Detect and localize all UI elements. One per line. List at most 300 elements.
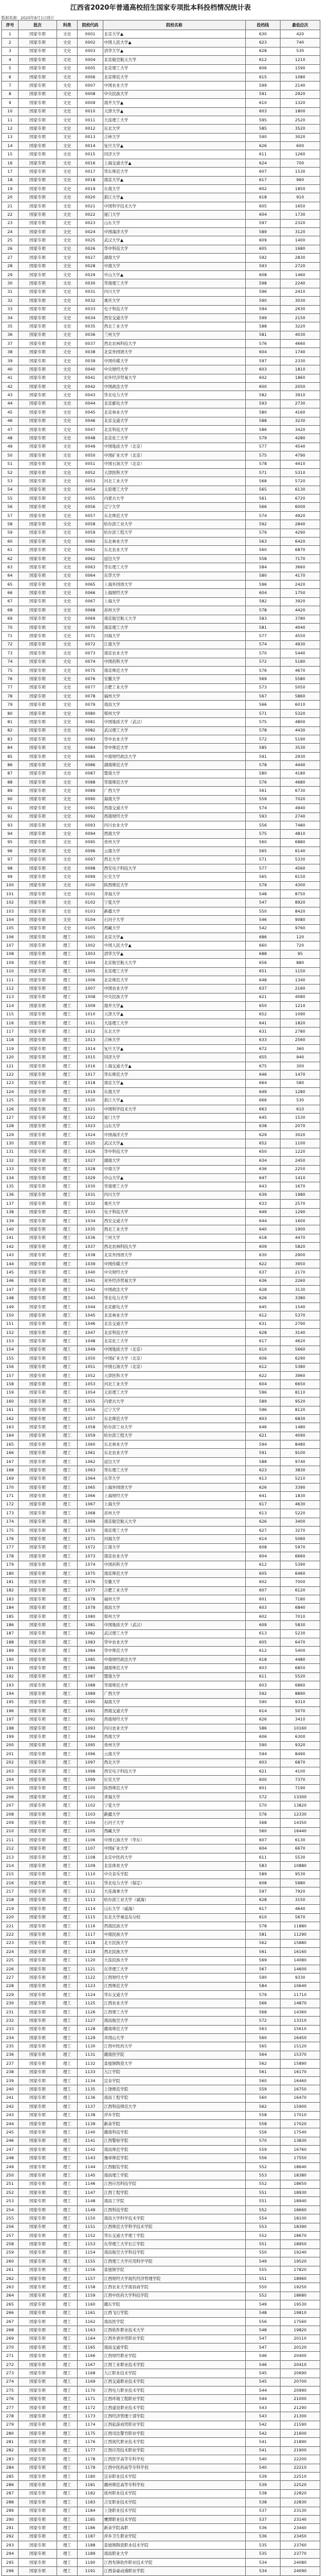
table-row bbox=[2, 159, 320, 167]
school-name-cell: 华北电力大学 bbox=[103, 391, 246, 399]
school-code-cell: 1028 bbox=[78, 1165, 103, 1173]
school-code-cell: 1048 bbox=[78, 1337, 103, 1345]
score-cell: 571 bbox=[246, 855, 281, 864]
table-row bbox=[2, 1638, 320, 1647]
category-cell: 理工 bbox=[57, 2283, 78, 2291]
school-name-cell: 西安交通大学 bbox=[103, 1216, 246, 1225]
school-name-cell: 苏州大学 bbox=[103, 606, 246, 615]
school-code-cell: 0090 bbox=[78, 795, 103, 803]
school-name-cell: 北京理工大学 bbox=[103, 967, 246, 976]
batch-cell: 国家专项 bbox=[19, 2111, 57, 2119]
table-row bbox=[2, 2137, 320, 2145]
row-index: 98 bbox=[2, 864, 19, 872]
rank-cell: 2560 bbox=[281, 1036, 320, 1044]
row-index: 180 bbox=[2, 1569, 19, 1577]
batch-cell: 国家专项 bbox=[19, 1526, 57, 1534]
row-index: 237 bbox=[2, 2060, 19, 2068]
batch-cell: 国家专项 bbox=[19, 176, 57, 184]
school-code-cell: 1179 bbox=[78, 2464, 103, 2472]
category-cell: 理工 bbox=[57, 1105, 78, 1113]
school-name-cell: 中南民族大学 bbox=[103, 1931, 246, 1939]
table-row bbox=[2, 1389, 320, 1397]
batch-cell: 国家专项 bbox=[19, 2309, 57, 2317]
rank-cell: 3530 bbox=[281, 744, 320, 752]
row-index: 173 bbox=[2, 1509, 19, 1518]
score-cell: 623 bbox=[246, 1466, 281, 1475]
rank-cell: 1740 bbox=[281, 348, 320, 356]
table-row bbox=[2, 1518, 320, 1526]
row-index: 57 bbox=[2, 511, 19, 520]
row-index: 17 bbox=[2, 168, 19, 176]
batch-cell: 国家专项 bbox=[19, 744, 57, 752]
category-cell: 理工 bbox=[57, 1535, 78, 1543]
rank-cell: 5390 bbox=[281, 1561, 320, 1569]
school-code-cell: 1058 bbox=[78, 1423, 103, 1432]
rank-cell: 4550 bbox=[281, 632, 320, 640]
school-name-cell: 华东交通大学 bbox=[103, 1991, 246, 1999]
school-name-cell: 中国矿业大学 bbox=[103, 1844, 246, 1853]
table-row bbox=[2, 1561, 320, 1569]
table-row bbox=[2, 1251, 320, 1259]
school-name-cell: 东北师范大学 bbox=[103, 511, 246, 520]
category-cell: 文史 bbox=[57, 495, 78, 503]
batch-cell: 国家专项 bbox=[19, 1406, 57, 1414]
batch-cell: 国家专项 bbox=[19, 1939, 57, 1947]
school-name-cell: 厦门大学 bbox=[103, 1114, 246, 1122]
rank-cell: 4100 bbox=[281, 1767, 320, 1775]
rank-cell: 4160 bbox=[281, 408, 320, 417]
table-row bbox=[2, 1595, 320, 1604]
score-cell: 546 bbox=[246, 916, 281, 924]
batch-cell: 国家专项 bbox=[19, 486, 57, 494]
table-row bbox=[2, 270, 320, 279]
row-index: 114 bbox=[2, 1002, 19, 1010]
school-code-cell: 1152 bbox=[78, 2232, 103, 2240]
batch-cell: 国家专项 bbox=[19, 391, 57, 399]
table-row bbox=[2, 907, 320, 915]
score-cell: 550 bbox=[246, 907, 281, 915]
category-cell: 文史 bbox=[57, 442, 78, 451]
table-row bbox=[2, 1045, 320, 1053]
table-row bbox=[2, 245, 320, 253]
rank-cell: 16170 bbox=[281, 2068, 320, 2076]
category-cell: 文史 bbox=[57, 692, 78, 701]
rank-cell: 6860 bbox=[281, 1681, 320, 1690]
school-name-cell: 江西工业职业技术学院 bbox=[103, 2360, 246, 2369]
school-name-cell: 华东理工大学 bbox=[103, 563, 246, 572]
school-name-cell: 南昌航空大学科技学院 bbox=[103, 2248, 246, 2257]
table-row bbox=[2, 838, 320, 846]
school-code-cell: 1097 bbox=[78, 1758, 103, 1767]
school-code-cell: 1073 bbox=[78, 1552, 103, 1561]
rank-cell: 7920 bbox=[281, 1888, 320, 1896]
score-cell: 604 bbox=[246, 1844, 281, 1853]
table-row bbox=[2, 56, 320, 64]
row-index: 24 bbox=[2, 227, 19, 236]
school-code-cell: 1137 bbox=[78, 2103, 103, 2111]
rank-cell: 1320 bbox=[281, 99, 320, 107]
school-code-cell: 1077 bbox=[78, 1586, 103, 1595]
row-index: 16 bbox=[2, 159, 19, 167]
score-cell: 578 bbox=[246, 606, 281, 615]
score-cell: 586 bbox=[246, 425, 281, 434]
school-code-cell: 0095 bbox=[78, 838, 103, 846]
batch-cell: 国家专项 bbox=[19, 1182, 57, 1191]
table-row bbox=[2, 1216, 320, 1225]
row-index: 205 bbox=[2, 1784, 19, 1792]
table-row bbox=[2, 2481, 320, 2489]
score-cell: 541 bbox=[246, 2446, 281, 2455]
school-name-cell: 东华大学 bbox=[103, 1475, 246, 1483]
school-code-cell: 1140 bbox=[78, 2128, 103, 2137]
batch-cell: 国家专项 bbox=[19, 99, 57, 107]
score-cell: 629 bbox=[246, 1131, 281, 1139]
table-row bbox=[2, 1096, 320, 1105]
category-cell: 文史 bbox=[57, 683, 78, 692]
table-row bbox=[2, 236, 320, 245]
score-cell: 634 bbox=[246, 1157, 281, 1165]
batch-cell: 国家专项 bbox=[19, 1621, 57, 1629]
row-index: 221 bbox=[2, 1922, 19, 1930]
table-row bbox=[2, 254, 320, 262]
category-cell: 文史 bbox=[57, 589, 78, 597]
batch-cell: 国家专项 bbox=[19, 649, 57, 658]
school-code-cell: 0003 bbox=[78, 47, 103, 55]
score-cell: 599 bbox=[246, 82, 281, 90]
batch-cell: 国家专项 bbox=[19, 589, 57, 597]
table-row bbox=[2, 1398, 320, 1406]
school-code-cell: 1056 bbox=[78, 1406, 103, 1414]
category-cell: 文史 bbox=[57, 581, 78, 589]
school-name-cell: 南昌航空大学 bbox=[103, 2017, 246, 2025]
school-name-cell: 宜春学院 bbox=[103, 2076, 246, 2085]
school-name-cell: 东北大学秦皇岛分校 bbox=[103, 1913, 246, 1922]
batch-cell: 国家专项 bbox=[19, 709, 57, 717]
category-cell: 理工 bbox=[57, 2137, 78, 2145]
school-name-cell: 吉林大学 bbox=[103, 1036, 246, 1044]
row-index: 143 bbox=[2, 1251, 19, 1259]
rank-cell: 19810 bbox=[281, 2309, 320, 2317]
batch-cell: 国家专项 bbox=[19, 1578, 57, 1586]
score-cell: 592 bbox=[246, 520, 281, 529]
rank-cell: 530 bbox=[281, 47, 320, 55]
rank-cell: 5400 bbox=[281, 1647, 320, 1655]
category-cell: 理工 bbox=[57, 1028, 78, 1036]
school-code-cell: 0065 bbox=[78, 581, 103, 589]
row-index: 46 bbox=[2, 417, 19, 425]
school-name-cell: 湖南大学 bbox=[103, 254, 246, 262]
batch-cell: 国家专项 bbox=[19, 855, 57, 864]
rank-cell: 5380 bbox=[281, 1363, 320, 1371]
rank-cell: 3230 bbox=[281, 417, 320, 425]
school-code-cell: 1069 bbox=[78, 1518, 103, 1526]
school-name-cell: 福州大学 bbox=[103, 1595, 246, 1604]
score-cell: 581 bbox=[246, 331, 281, 339]
category-cell: 理工 bbox=[57, 1801, 78, 1810]
school-code-cell: 1063 bbox=[78, 1466, 103, 1475]
score-cell: 565 bbox=[246, 486, 281, 494]
rank-cell: 4620 bbox=[281, 1337, 320, 1345]
category-cell: 文史 bbox=[57, 529, 78, 537]
school-code-cell: 0083 bbox=[78, 735, 103, 744]
row-index: 40 bbox=[2, 365, 19, 374]
rank-cell: 9310 bbox=[281, 1698, 320, 1706]
batch-cell: 国家专项 bbox=[19, 1294, 57, 1302]
table-row bbox=[2, 1664, 320, 1672]
batch-cell: 国家专项 bbox=[19, 967, 57, 976]
score-cell: 600 bbox=[246, 383, 281, 391]
score-cell: 565 bbox=[246, 847, 281, 855]
school-name-cell: 华中农业大学 bbox=[103, 1638, 246, 1647]
school-code-cell: 0064 bbox=[78, 572, 103, 580]
score-cell: 585 bbox=[246, 125, 281, 133]
category-cell: 文史 bbox=[57, 254, 78, 262]
batch-cell: 国家专项 bbox=[19, 1079, 57, 1087]
school-code-cell: 1051 bbox=[78, 1363, 103, 1371]
table-row bbox=[2, 563, 320, 572]
school-code-cell: 1124 bbox=[78, 1991, 103, 1999]
score-cell: 577 bbox=[246, 864, 281, 872]
table-row bbox=[2, 581, 320, 589]
batch-cell: 国家专项 bbox=[19, 761, 57, 769]
rank-cell: 6460 bbox=[281, 1569, 320, 1577]
category-cell: 理工 bbox=[57, 2360, 78, 2369]
batch-cell: 国家专项 bbox=[19, 1948, 57, 1956]
category-cell: 理工 bbox=[57, 1586, 78, 1595]
table-row bbox=[2, 1655, 320, 1663]
rank-cell: 4170 bbox=[281, 572, 320, 580]
table-row bbox=[2, 640, 320, 649]
school-code-cell: 1085 bbox=[78, 1655, 103, 1663]
rank-cell: 11290 bbox=[281, 1931, 320, 1939]
school-code-cell: 1156 bbox=[78, 2266, 103, 2274]
rank-cell: 6150 bbox=[281, 873, 320, 881]
category-cell: 理工 bbox=[57, 2051, 78, 2059]
category-cell: 文史 bbox=[57, 718, 78, 726]
score-cell: 686 bbox=[246, 933, 281, 942]
score-cell: 649 bbox=[246, 1088, 281, 1096]
table-row bbox=[2, 1776, 320, 1784]
school-code-cell: 1062 bbox=[78, 1457, 103, 1466]
batch-cell: 国家专项 bbox=[19, 529, 57, 537]
rank-cell: 1260 bbox=[281, 150, 320, 159]
score-cell: 576 bbox=[246, 340, 281, 348]
school-name-cell: 中山大学▲ bbox=[103, 270, 246, 279]
category-cell: 理工 bbox=[57, 2387, 78, 2395]
row-index: 43 bbox=[2, 391, 19, 399]
batch-cell: 国家专项 bbox=[19, 2257, 57, 2266]
table-row bbox=[2, 125, 320, 133]
table-row bbox=[2, 142, 320, 150]
row-index: 265 bbox=[2, 2300, 19, 2309]
rank-cell: 18100 bbox=[281, 2214, 320, 2223]
school-name-cell: 西北大学 bbox=[103, 855, 246, 864]
batch-cell: 国家专项 bbox=[19, 2042, 57, 2051]
school-code-cell: 1067 bbox=[78, 1500, 103, 1509]
school-name-cell: 同济大学 bbox=[103, 1053, 246, 1062]
category-cell: 理工 bbox=[57, 1079, 78, 1087]
school-code-cell: 0062 bbox=[78, 554, 103, 563]
school-code-cell: 0014 bbox=[78, 142, 103, 150]
school-name-cell: 贵州大学 bbox=[103, 838, 246, 846]
row-index: 23 bbox=[2, 219, 19, 227]
rank-cell: 9760 bbox=[281, 924, 320, 933]
category-cell: 理工 bbox=[57, 2025, 78, 2033]
rank-cell: 1900 bbox=[281, 1225, 320, 1234]
row-index: 225 bbox=[2, 1956, 19, 1965]
school-name-cell: 江西师范大学 bbox=[103, 1982, 246, 1990]
category-cell: 理工 bbox=[57, 1277, 78, 1285]
table-row bbox=[2, 503, 320, 511]
score-cell: 621 bbox=[246, 1767, 281, 1775]
school-name-cell: 西南财经大学 bbox=[103, 812, 246, 821]
school-code-cell: 0101 bbox=[78, 890, 103, 898]
rank-cell: 3960 bbox=[281, 1371, 320, 1380]
category-cell: 文史 bbox=[57, 374, 78, 382]
category-cell: 文史 bbox=[57, 821, 78, 829]
school-name-cell: 中国石油大学（华东） bbox=[103, 1836, 246, 1844]
score-cell: 610 bbox=[246, 1913, 281, 1922]
row-index: 79 bbox=[2, 701, 19, 709]
rank-cell: 5190 bbox=[281, 735, 320, 744]
batch-cell: 国家专项 bbox=[19, 1173, 57, 1182]
row-index: 251 bbox=[2, 2180, 19, 2188]
batch-cell: 国家专项 bbox=[19, 1045, 57, 1053]
rank-cell: 9740 bbox=[281, 1457, 320, 1466]
category-cell: 文史 bbox=[57, 572, 78, 580]
category-cell: 理工 bbox=[57, 942, 78, 950]
school-name-cell: 广西大学 bbox=[103, 787, 246, 795]
category-cell: 理工 bbox=[57, 1423, 78, 1432]
school-code-cell: 1095 bbox=[78, 1741, 103, 1749]
score-cell: 618 bbox=[246, 1234, 281, 1242]
school-code-cell: 1009 bbox=[78, 1002, 103, 1010]
row-index: 228 bbox=[2, 1982, 19, 1990]
rank-cell: 17550 bbox=[281, 2154, 320, 2162]
school-code-cell: 1021 bbox=[78, 1105, 103, 1113]
row-index: 256 bbox=[2, 2223, 19, 2231]
school-name-cell: 南昌大学 bbox=[103, 1604, 246, 1612]
category-cell: 文史 bbox=[57, 623, 78, 631]
table-row bbox=[2, 477, 320, 486]
school-code-cell: 1057 bbox=[78, 1414, 103, 1423]
table-row bbox=[2, 1982, 320, 1990]
school-name-cell: 宜春职业技术学院 bbox=[103, 2472, 246, 2480]
rank-cell: 3020 bbox=[281, 1131, 320, 1139]
batch-cell: 国家专项 bbox=[19, 2558, 57, 2566]
school-code-cell: 1148 bbox=[78, 2197, 103, 2205]
row-index: 261 bbox=[2, 2266, 19, 2274]
school-name-cell: 东华大学 bbox=[103, 572, 246, 580]
row-index: 133 bbox=[2, 1165, 19, 1173]
score-cell: 656 bbox=[246, 959, 281, 967]
batch-cell: 国家专项 bbox=[19, 1286, 57, 1294]
category-cell: 理工 bbox=[57, 950, 78, 958]
table-row bbox=[2, 2317, 320, 2326]
row-index: 61 bbox=[2, 546, 19, 554]
batch-cell: 国家专项 bbox=[19, 1019, 57, 1027]
table-row bbox=[2, 1870, 320, 1879]
category-cell: 理工 bbox=[57, 1354, 78, 1363]
rank-cell: 5530 bbox=[281, 1853, 320, 1861]
category-cell: 理工 bbox=[57, 1758, 78, 1767]
batch-cell: 国家专项 bbox=[19, 615, 57, 623]
row-index: 289 bbox=[2, 2507, 19, 2515]
rank-cell: 16160 bbox=[281, 1948, 320, 1956]
school-name-cell: 东华理工大学 bbox=[103, 1965, 246, 1973]
row-index: 6 bbox=[2, 73, 19, 81]
table-row bbox=[2, 64, 320, 73]
school-code-cell: 0040 bbox=[78, 365, 103, 374]
score-cell: 641 bbox=[246, 1019, 281, 1027]
school-name-cell: 南京航空航天大学 bbox=[103, 615, 246, 623]
row-index: 160 bbox=[2, 1398, 19, 1406]
category-cell: 理工 bbox=[57, 1122, 78, 1130]
school-name-cell: 北京交通大学 bbox=[103, 417, 246, 425]
rank-cell: 4930 bbox=[281, 640, 320, 649]
rank-cell: 17560 bbox=[281, 2317, 320, 2326]
rank-cell: 20400 bbox=[281, 2352, 320, 2360]
school-code-cell: 0016 bbox=[78, 159, 103, 167]
batch-cell: 国家专项 bbox=[19, 1672, 57, 1681]
school-name-cell: 中国传媒大学 bbox=[103, 1259, 246, 1268]
row-index: 232 bbox=[2, 2017, 19, 2025]
table-row bbox=[2, 683, 320, 692]
rank-cell: 4280 bbox=[281, 434, 320, 442]
category-cell: 理工 bbox=[57, 1484, 78, 1492]
category-cell: 理工 bbox=[57, 2240, 78, 2248]
school-name-cell: 上饶师范学院 bbox=[103, 2085, 246, 2094]
row-index: 99 bbox=[2, 873, 19, 881]
batch-cell: 国家专项 bbox=[19, 726, 57, 735]
rank-cell: 2930 bbox=[281, 752, 320, 760]
score-cell: 571 bbox=[246, 468, 281, 477]
school-code-cell: 1081 bbox=[78, 1621, 103, 1629]
batch-cell: 国家专项 bbox=[19, 340, 57, 348]
category-cell: 理工 bbox=[57, 1062, 78, 1070]
rank-cell: 1470 bbox=[281, 1071, 320, 1079]
school-name-cell: 东北大学 bbox=[103, 125, 246, 133]
school-name-cell: 陕西师范大学 bbox=[103, 1784, 246, 1792]
score-cell: 565 bbox=[246, 2042, 281, 2051]
score-cell: 607 bbox=[246, 168, 281, 176]
score-cell: 593 bbox=[246, 262, 281, 270]
category-cell: 理工 bbox=[57, 1853, 78, 1861]
row-index: 37 bbox=[2, 340, 19, 348]
rank-cell: 2420 bbox=[281, 581, 320, 589]
rank-cell: 2740 bbox=[281, 812, 320, 821]
row-index: 87 bbox=[2, 769, 19, 778]
category-cell: 文史 bbox=[57, 477, 78, 486]
row-index: 124 bbox=[2, 1088, 19, 1096]
school-code-cell: 1001 bbox=[78, 933, 103, 942]
school-code-cell: 1014 bbox=[78, 1045, 103, 1053]
row-index: 288 bbox=[2, 2498, 19, 2507]
school-code-cell: 0025 bbox=[78, 236, 103, 245]
school-code-cell: 0049 bbox=[78, 442, 103, 451]
school-code-cell: 0024 bbox=[78, 227, 103, 236]
score-cell: 568 bbox=[246, 1819, 281, 1827]
table-row bbox=[2, 2344, 320, 2352]
category-cell: 理工 bbox=[57, 2438, 78, 2446]
category-cell: 文史 bbox=[57, 563, 78, 572]
category-cell: 文史 bbox=[57, 554, 78, 563]
school-name-cell: 赣南科技学院 bbox=[103, 2128, 246, 2137]
category-cell: 理工 bbox=[57, 1114, 78, 1122]
rank-cell: 4630 bbox=[281, 1500, 320, 1509]
batch-cell: 国家专项 bbox=[19, 1543, 57, 1552]
category-cell: 理工 bbox=[57, 2042, 78, 2051]
